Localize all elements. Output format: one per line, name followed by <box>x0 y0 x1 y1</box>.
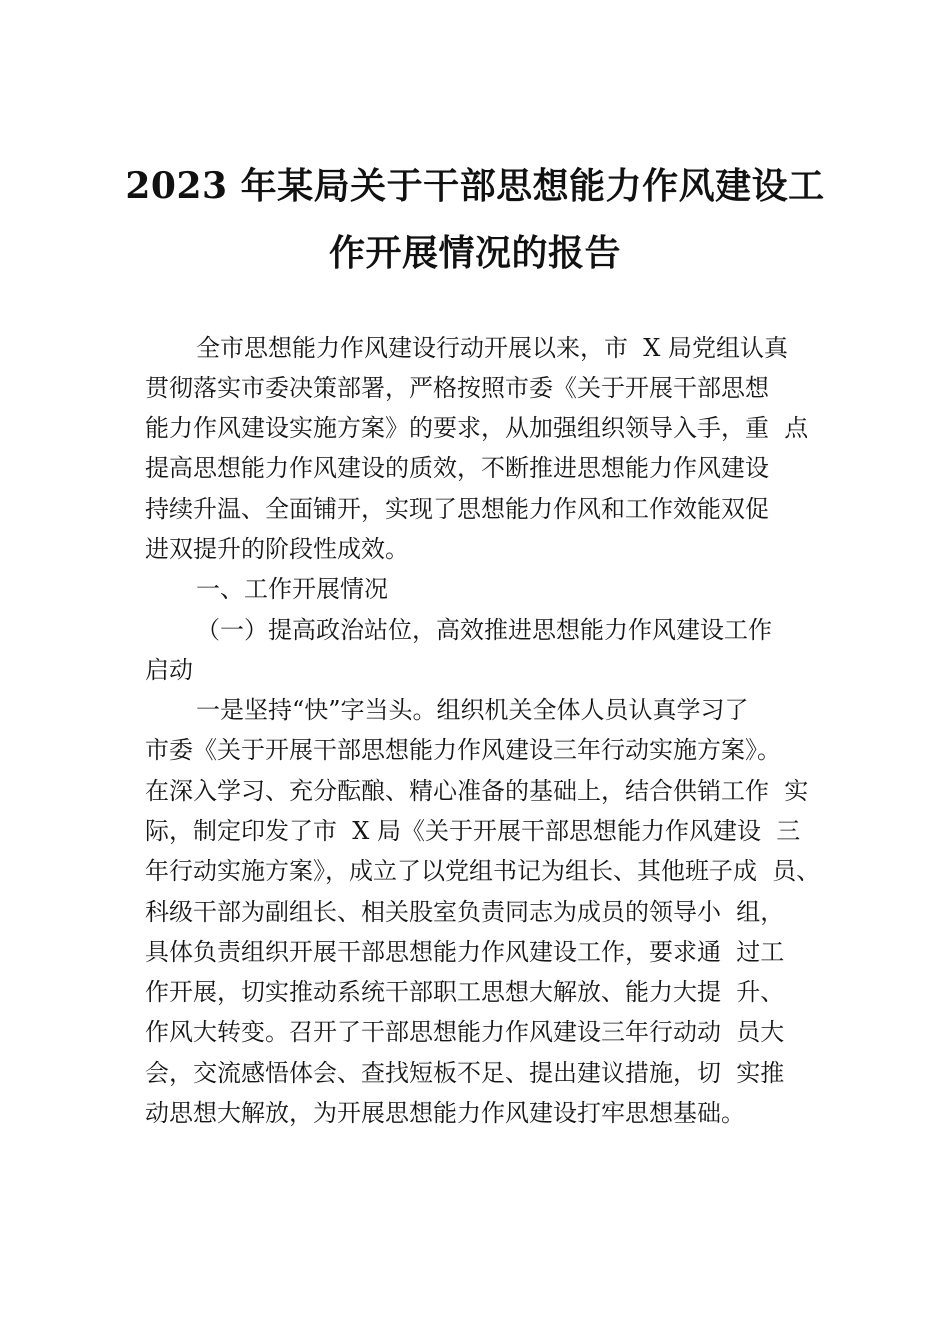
body-line: 年行动实施方案》，成立了以党组书记为组长、其他班子成 员、 <box>145 857 821 885</box>
body-line: 提高思想能力作风建设的质效，不断推进思想能力作风建设 <box>145 454 769 482</box>
body-line: 际，制定印发了市 X 局《关于开展干部思想能力作风建设 三 <box>145 817 801 845</box>
body-line: 进双提升的阶段性成效。 <box>145 535 409 563</box>
body-line: 全市思想能力作风建设行动开展以来，市 X 局党组认真 <box>196 334 788 362</box>
body-line: 能力作风建设实施方案》的要求，从加强组织领导入手，重 点 <box>145 414 809 442</box>
body-line: 具体负责组织开展干部思想能力作风建设工作，要求通 过工 <box>145 938 785 966</box>
body-line: 会，交流感悟体会、查找短板不足、提出建议措施，切 实推 <box>145 1059 785 1087</box>
body-line: 作风大转变。召开了干部思想能力作风建设三年行动动 员大 <box>145 1018 785 1046</box>
body-line: 动思想大解放，为开展思想能力作风建设打牢思想基础。 <box>145 1099 745 1127</box>
subsection-heading: （一）提高政治站位，高效推进思想能力作风建设工作 <box>196 616 772 644</box>
body-line: 在深入学习、充分酝酿、精心准备的基础上，结合供销工作 实 <box>145 777 809 805</box>
document-title-line-2: 作开展情况的报告 <box>328 232 621 274</box>
body-line: 作开展，切实推动系统干部职工思想大解放、能力大提 升、 <box>145 978 785 1006</box>
body-line: 贯彻落实市委决策部署，严格按照市委《关于开展干部思想 <box>145 374 769 402</box>
body-line: 市委《关于开展干部思想能力作风建设三年行动实施方案》。 <box>145 736 781 764</box>
section-heading: 一、工作开展情况 <box>196 575 388 603</box>
document-title-line-1: 2023 年某局关于干部思想能力作风建设工 <box>125 165 825 207</box>
body-line: 一是坚持“快”字当头。组织机关全体人员认真学习了 <box>196 696 749 724</box>
body-line: 科级干部为副组长、相关股室负责同志为成员的领导小 组， <box>145 898 785 926</box>
subsection-heading-continued: 启动 <box>145 656 193 684</box>
body-line: 持续升温、全面铺开，实现了思想能力作风和工作效能双促 <box>145 495 769 523</box>
